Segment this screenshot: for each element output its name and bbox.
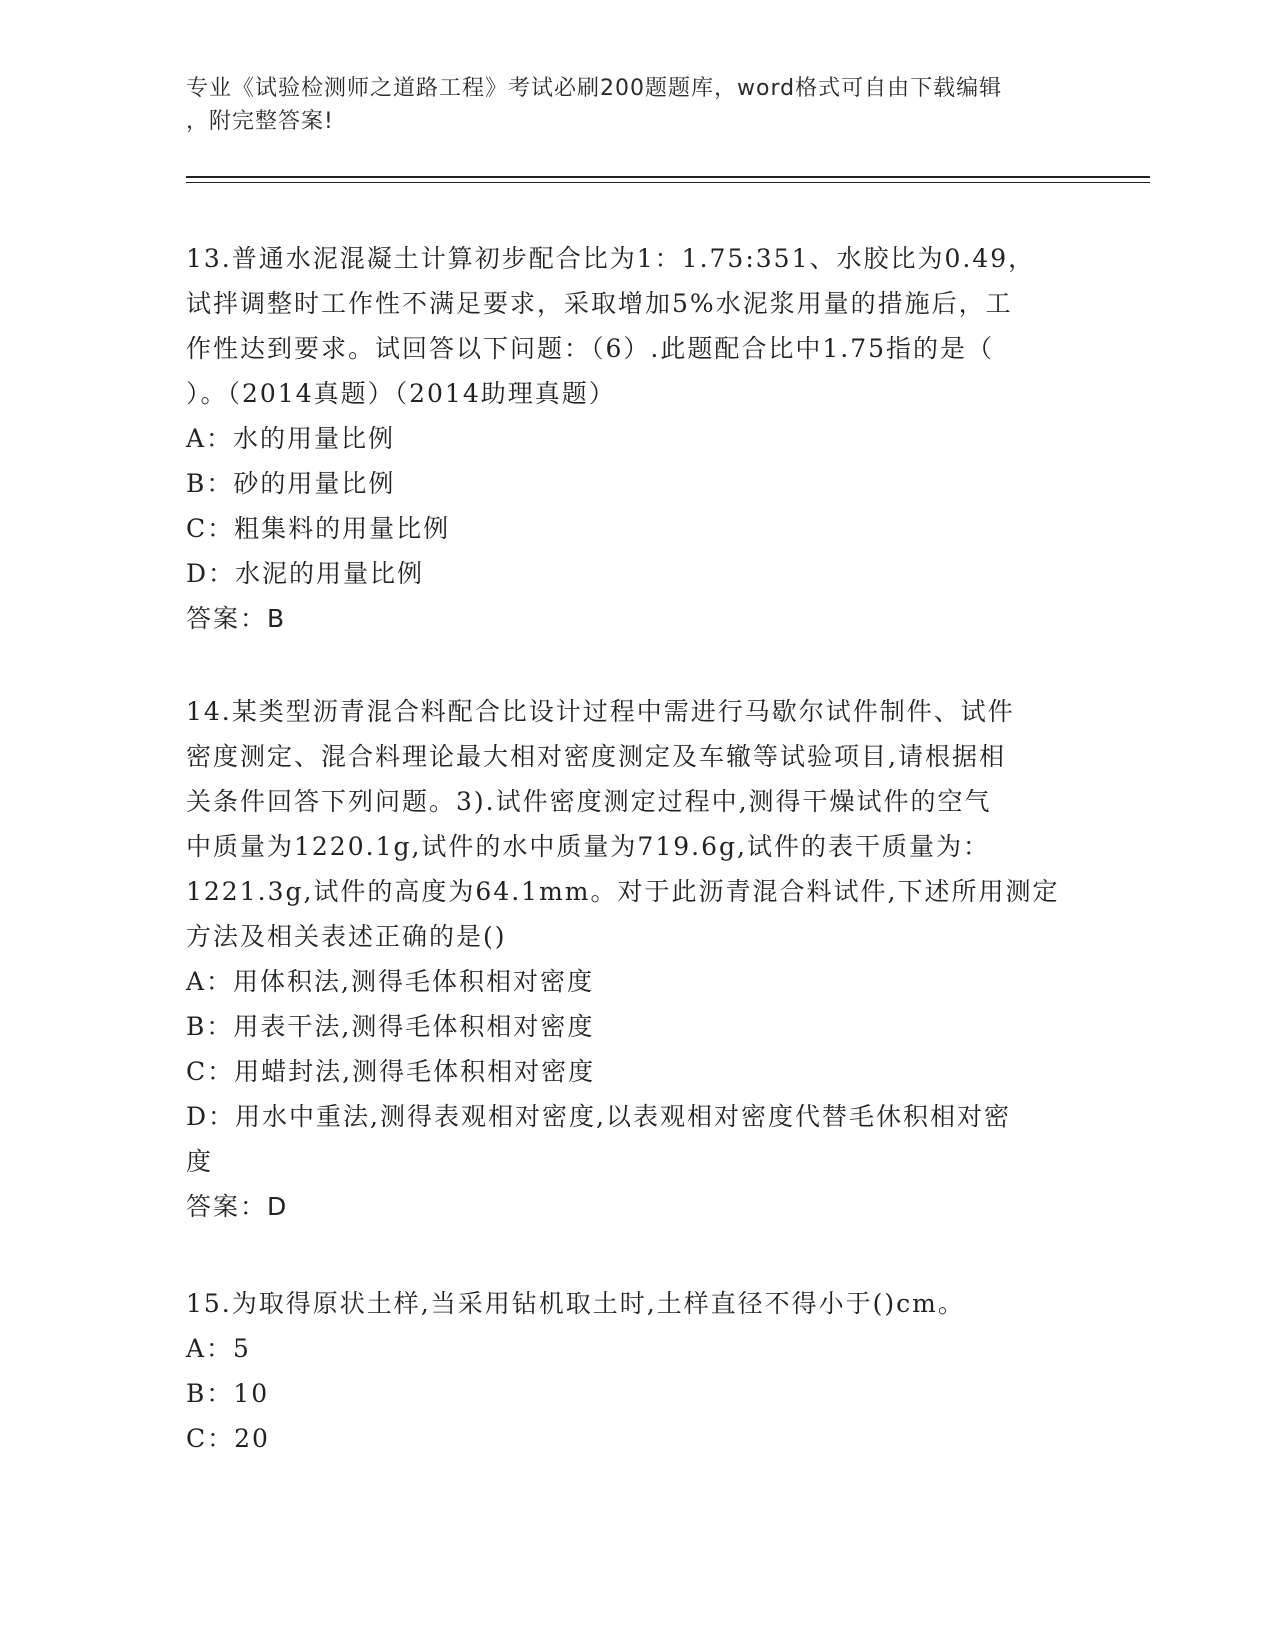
option-b: B：10 — [186, 1379, 270, 1408]
question-stem-line: 试拌调整时工作性不满足要求，采取增加5%水泥浆用量的措施后，工 — [186, 289, 1013, 318]
question-stem-line: 14.某类型沥青混合料配合比设计过程中需进行马歇尔试件制件、试件 — [186, 697, 1015, 726]
question-stem-line: 关条件回答下列问题。3).试件密度测定过程中,测得干燥试件的空气 — [186, 787, 992, 816]
option-d: D：用水中重法,测得表观相对密度,以表观相对密度代替毛休积相对密 — [186, 1102, 1011, 1131]
option-c: C：用蜡封法,测得毛体积相对密度 — [186, 1057, 596, 1086]
option-b: B：用表干法,测得毛体积相对密度 — [186, 1012, 595, 1041]
answer-line: 答案：D — [186, 1192, 289, 1221]
option-a: A：用体积法,测得毛体积相对密度 — [186, 967, 595, 996]
question-stem-line: ）。（2014真题）（2014助理真题） — [186, 379, 616, 408]
question-stem-line: 作性达到要求。试回答以下问题：（6）.此题配合比中1.75指的是（ — [186, 334, 995, 363]
header-title-line-1: 专业《试验检测师之道路工程》考试必刷200题题库，word格式可自由下载编辑 — [186, 76, 1003, 101]
option-a: A：5 — [186, 1334, 251, 1363]
option-c: C：20 — [186, 1424, 270, 1453]
header-divider-thick — [186, 176, 1150, 178]
option-d-continued: 度 — [186, 1147, 214, 1176]
option-a: A：水的用量比例 — [186, 424, 396, 453]
question-stem-line: 1221.3g,试件的高度为64.1mm。对于此沥青混合料试件,下述所用测定 — [186, 877, 1060, 906]
document-header — [186, 72, 1066, 138]
option-c: C：粗集料的用量比例 — [186, 514, 451, 543]
option-d: D：水泥的用量比例 — [186, 559, 425, 588]
question-stem-line: 方法及相关表述正确的是() — [186, 922, 507, 951]
question-stem-line: 15.为取得原状土样,当采用钻机取土时,土样直径不得小于()cm。 — [186, 1289, 965, 1318]
header-title-line-2: ，附完整答案! — [186, 109, 334, 134]
question-stem-line: 中质量为1220.1g,试件的水中质量为719.6g,试件的表干质量为： — [186, 832, 990, 861]
header-divider-thin — [186, 182, 1150, 183]
answer-line: 答案：B — [186, 604, 287, 633]
question-15 — [186, 1281, 1086, 1461]
question-13 — [186, 236, 1086, 641]
question-stem-line: 13.普通水泥混凝土计算初步配合比为1：1.75:351、水胶比为0.49， — [186, 244, 1036, 273]
question-14 — [186, 689, 1086, 1229]
option-b: B：砂的用量比例 — [186, 469, 396, 498]
question-stem-line: 密度测定、混合料理论最大相对密度测定及车辙等试验项目,请根据相 — [186, 742, 1006, 771]
